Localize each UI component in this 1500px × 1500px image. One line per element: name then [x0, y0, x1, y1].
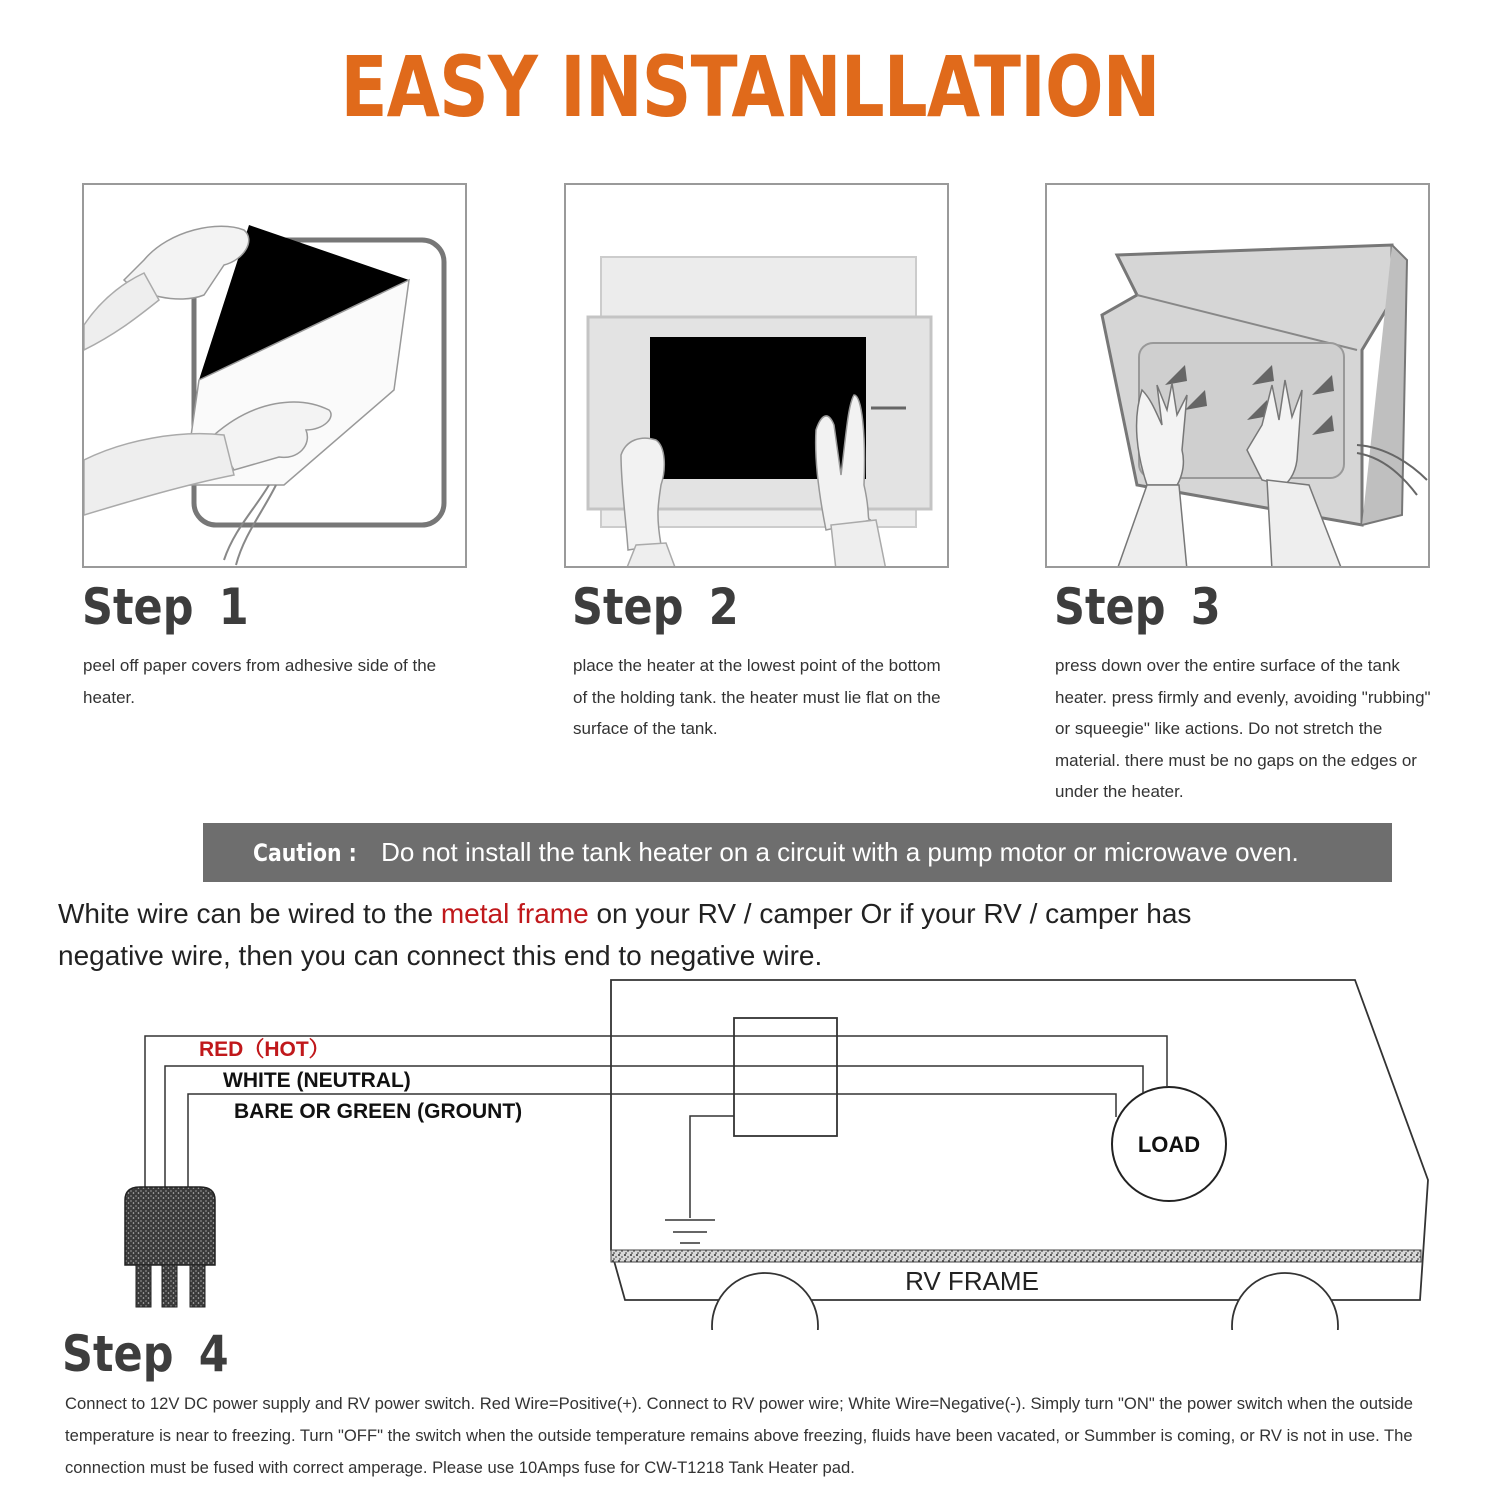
step2-illustration — [564, 183, 949, 568]
caution-label: Caution : — [253, 838, 357, 867]
caution-text: Do not install the tank heater on a circuit with a pump motor or microwave oven. — [381, 837, 1299, 867]
rv-frame-label: RV FRAME — [905, 1266, 1039, 1296]
step4-description: Connect to 12V DC power supply and RV power switch. Red Wire=Positive(+). Connect to RV power wire; White Wire=Negative(-). Simply turn "ON" the power switch when the outside temperature is near to freezing. Turn "OFF" the switch when the outside temperature remains above freezing, fluids have been vacated, or Summber is coming, or RV is not in use. The connection must be fused with correct amperage. Please use 10Amps fuse for CW-T1218 Tank Heater pad. — [65, 1394, 1413, 1477]
wire-note-text-1: White wire can be wired to the — [58, 898, 441, 929]
plug-prong-1 — [136, 1265, 151, 1307]
step1-description: peel off paper covers from adhesive side of the heater. — [83, 656, 437, 707]
step3-title: Step 3 — [1054, 578, 1221, 636]
step1-title: Step 1 — [82, 578, 249, 636]
red-wire-label: RED（HOT） — [199, 1038, 330, 1061]
plug-prong-2 — [162, 1265, 177, 1307]
wiring-diagram — [0, 970, 1500, 1330]
plug-body — [125, 1187, 215, 1265]
rv-front-wheel — [712, 1273, 818, 1330]
caution-banner — [203, 823, 1392, 882]
step2-title: Step 2 — [572, 578, 739, 636]
rv-frame-bar — [611, 1250, 1421, 1262]
ground-wire-label: BARE OR GREEN (GROUNT) — [234, 1100, 523, 1123]
wire-note — [58, 893, 1258, 977]
load-label: LOAD — [1137, 1132, 1201, 1157]
white-wire-label: WHITE (NEUTRAL) — [223, 1069, 411, 1092]
step2-description: place the heater at the lowest point of the bottom of the holding tank. the heater must lie flat on the surface of the tank. — [573, 656, 941, 738]
step3-illustration — [1045, 183, 1430, 568]
plug-prong-3 — [190, 1265, 205, 1307]
earth-wire — [690, 1116, 734, 1218]
step4-title: Step 4 — [62, 1325, 229, 1383]
rv-rear-wheel — [1232, 1273, 1338, 1330]
step1-illustration — [82, 183, 467, 568]
wire-note-highlight: metal frame — [440, 898, 589, 929]
step3-description: press down over the entire surface of the tank heater. press firmly and evenly, avoiding "rubbing" or squeegie" like actions. Do not stretch the material. there must be no gaps on the edges or under the heater. — [1055, 656, 1431, 801]
wire-note-text-2: on your RV / camper Or if your RV / camper has negative wire, then you can connect this end to negative wire. — [58, 898, 1192, 971]
page-title: EASY INSTANLLATION — [340, 38, 1160, 136]
